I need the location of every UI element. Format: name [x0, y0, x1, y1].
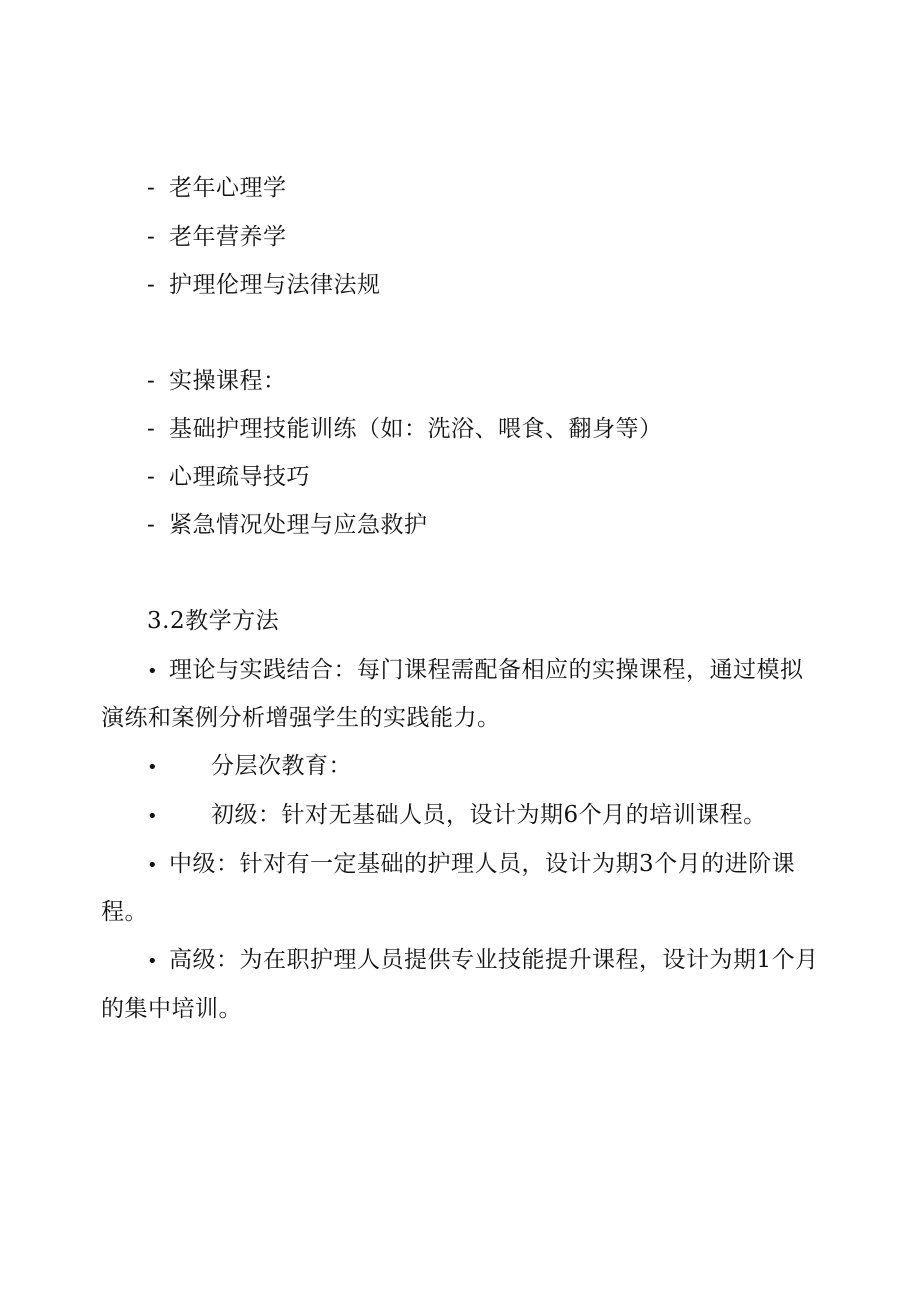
method-text: 理论与实践结合：每门课程需配备相应的实操课程，通过模拟	[169, 657, 804, 683]
method-item	[147, 751, 352, 783]
bullet-icon: •	[147, 661, 159, 682]
list-item-text: 基础护理技能训练（如：洗浴、喂食、翻身等）	[169, 416, 663, 442]
list-item	[147, 462, 310, 492]
bullet-icon: •	[147, 757, 159, 778]
list-dash: -	[147, 272, 156, 298]
level-text-continuation: 程。	[101, 899, 148, 925]
list-dash: -	[147, 464, 156, 490]
level-item	[147, 849, 795, 881]
list-dash: -	[147, 224, 156, 250]
method-text: 分层次教育：	[211, 753, 352, 779]
list-item	[147, 510, 428, 540]
level-text-continuation: 的集中培训。	[101, 996, 242, 1022]
bullet-icon: •	[147, 951, 159, 972]
list-dash: -	[147, 512, 156, 538]
list-item	[147, 222, 287, 252]
list-item	[147, 173, 287, 203]
list-dash: -	[147, 175, 156, 201]
list-item-text: 护理伦理与法律法规	[169, 272, 381, 298]
list-item-text: 老年营养学	[169, 224, 287, 250]
level-item	[147, 945, 819, 977]
list-item	[147, 414, 663, 444]
bullet-icon: •	[147, 855, 159, 876]
list-item-text: 心理疏导技巧	[169, 464, 310, 490]
method-text-continuation: 演练和案例分析增强学生的实践能力。	[101, 705, 501, 731]
level-text: 中级：针对有一定基础的护理人员，设计为期3个月的进阶课	[169, 851, 796, 877]
section-heading: 3.2教学方法	[147, 608, 280, 634]
level-item	[147, 800, 767, 832]
list-item-text: 紧急情况处理与应急救护	[169, 512, 428, 538]
level-text: 高级：为在职护理人员提供专业技能提升课程，设计为期1个月	[169, 947, 819, 973]
level-text: 初级：针对无基础人员，设计为期6个月的培训课程。	[211, 802, 767, 828]
list-item	[147, 270, 381, 300]
practice-heading-text: 实操课程：	[169, 368, 287, 394]
list-dash: -	[147, 368, 156, 394]
list-dash: -	[147, 416, 156, 442]
method-item	[147, 655, 804, 687]
practice-heading	[147, 366, 287, 396]
bullet-icon: •	[147, 806, 159, 827]
list-item-text: 老年心理学	[169, 175, 287, 201]
